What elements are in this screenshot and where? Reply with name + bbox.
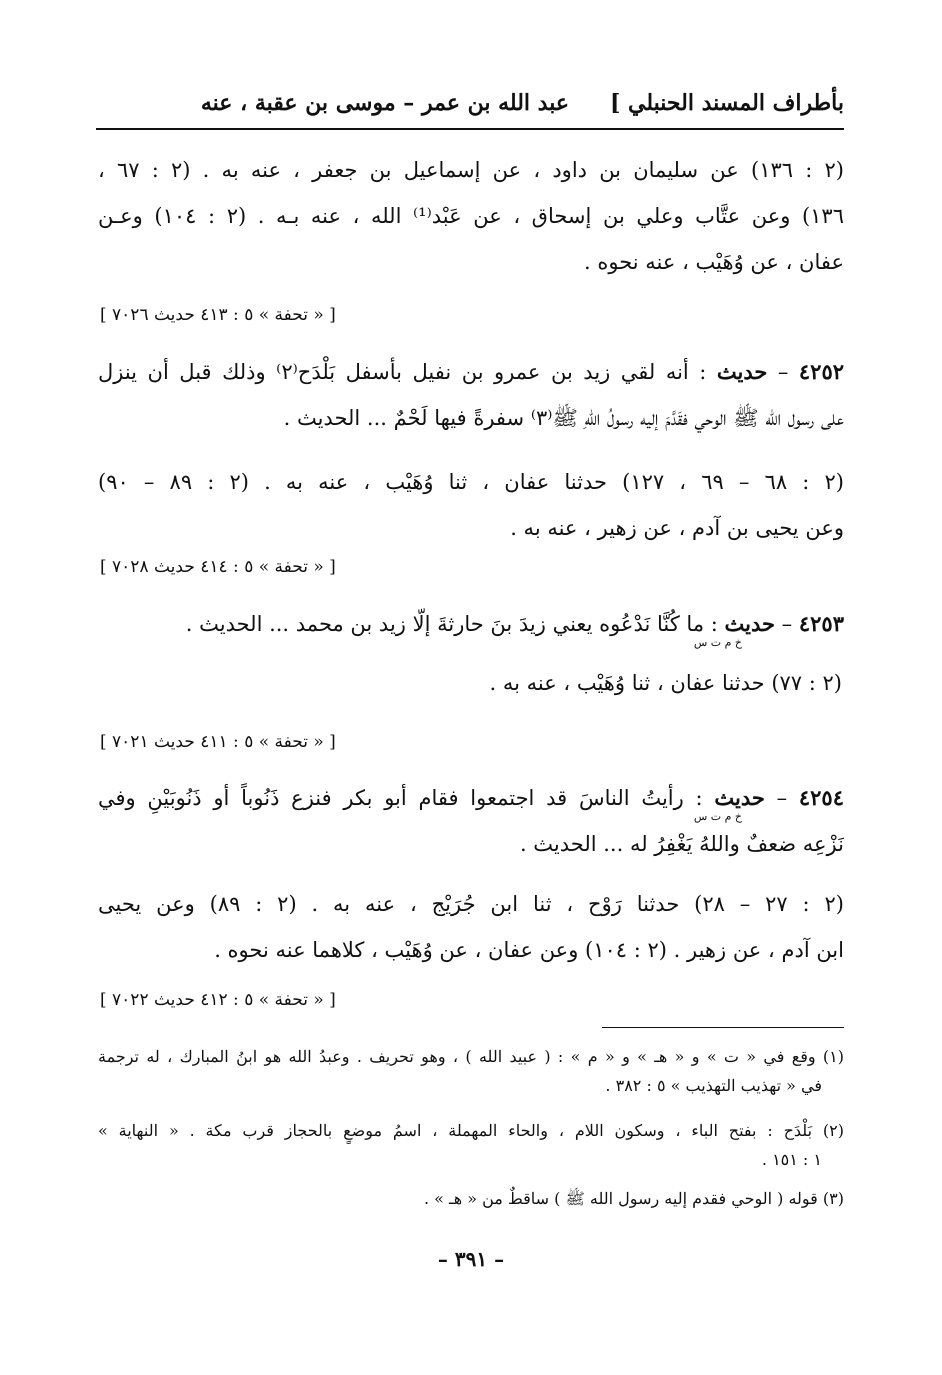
source-sigla: خ م ت س	[693, 810, 742, 823]
text-line: (٢ : ١٣٦) عن سليمان بن داود ، عن إسماعيل بن جعفر ، عنه به . (٢ : ٦٧ ،	[98, 158, 844, 182]
hadith-text: : أنه لقي زيد بن عمرو بن نفيل بأسفل بَلْدَح⁽٢⁾ وذلك قبل أن ينزل	[98, 360, 707, 384]
text-line: ابن آدم ، عن زهير . (٢ : ١٠٤) وعن عفان ، عن وُهَيْب ، كلاهما عنه نحوه .	[214, 938, 844, 962]
hadith-text: : رأيتُ الناسَ قد اجتمعوا فقام أبو بكر فنزع ذَنُوباً أو ذَنُوبَيْنِ وفي	[98, 786, 703, 810]
text-line: (٢ : ٧٧) حدثنا عفان ، ثنا وُهَيْب ، عنه به .	[489, 671, 842, 695]
hadith-label: حديث	[714, 785, 765, 810]
hadith-4252-line1: ٤٢٥٢ – حديث : أنه لقي زيد بن عمرو بن نفيل بأسفل بَلْدَح⁽٢⁾ وذلك قبل أن ينزل	[98, 359, 844, 384]
tuhfa-reference: [ « تحفة » ٥ : ٤١٣ حديث ٧٠٢٦ ]	[100, 305, 336, 325]
text-line: عفان ، عن وُهَيْب ، عنه نحوه .	[584, 250, 844, 274]
hadith-label: حديث	[716, 359, 768, 384]
footnote-3: (٣) قوله ( الوحي فقدم إليه رسول الله ﷺ ) ساقطٌ من « هـ » .	[423, 1189, 844, 1208]
footnote-separator	[602, 1027, 844, 1028]
hadith-4253-line1: ٤٢٥٣ – حديث : ما كُنَّا نَدْعُوه يعني زيدَ بنَ حارثةَ إلّا زيد بن محمد ... الحديث .	[185, 611, 844, 636]
footnote-1-cont: في « تهذيب التهذيب » ٥ : ٣٨٢ .	[605, 1076, 822, 1095]
footnote-1: (١) وقع في « ت » و « هـ » و « م » : ( عبيد الله ) ، وهو تحريف . وعبدُ الله هو ابنُ المبارك ، له ترجمة	[98, 1047, 844, 1066]
hadith-text: : ما كُنَّا نَدْعُوه يعني زيدَ بنَ حارثةَ إلّا زيد بن محمد ... الحديث .	[185, 612, 718, 636]
hadith-4254-line2: نَزْعِه ضعفٌ واللهُ يَغْفِرُ له ... الحديث .	[519, 832, 844, 856]
source-sigla: خ م ت س	[693, 636, 742, 649]
footnote-2-cont: ١ : ١٥١ .	[761, 1150, 822, 1169]
tuhfa-reference: [ « تحفة » ٥ : ٤١١ حديث ٧٠٢١ ]	[100, 732, 336, 752]
hadith-4254-line1: ٤٢٥٤ – حديث : رأيتُ الناسَ قد اجتمعوا فقام أبو بكر فنزع ذَنُوباً أو ذَنُوبَيْنِ وفي	[98, 785, 844, 810]
hadith-label: حديث	[724, 611, 775, 636]
footnote-2: (٢) بَلْدَح : بفتح الباء ، وسكون اللام ، والحاء المهملة ، اسمُ موضعٍ بالحجاز قرب مكة . « النهاية »	[98, 1121, 844, 1140]
text-line: (٢ : ٦٨ – ٦٩ ، ١٢٧) حدثنا عفان ، ثنا وُهَيْب ، عنه به . (٢ : ٨٩ – ٩٠)	[98, 470, 844, 494]
tuhfa-reference: [ « تحفة » ٥ : ٤١٢ حديث ٧٠٢٢ ]	[100, 990, 336, 1010]
text-line: وعن يحيى بن آدم ، عن زهير ، عنه به .	[510, 516, 844, 540]
header-section-title: عبد الله بن عمر – موسى بن عقبة ، عنه	[200, 90, 569, 116]
running-header	[96, 88, 844, 130]
hadith-4252-line2: على رسول الله ﷺ الوحي فقَدَّمَ إليه رسولُ اللهِ ﷺ⁽٣⁾ سفرةً فيها لَحْمٌ ... الحديث .	[283, 406, 844, 430]
page-number: – ٣٩١ –	[437, 1247, 505, 1271]
header-book-title: بأطراف المسند الحنبلي ]	[609, 90, 844, 116]
text-line: (٢ : ٢٧ – ٢٨) حدثنا رَوْح ، ثنا ابن جُرَيْج ، عنه به . (٢ : ٨٩) وعن يحيى	[98, 892, 844, 916]
hadith-number: ٤٢٥٣	[798, 611, 844, 636]
tuhfa-reference: [ « تحفة » ٥ : ٤١٤ حديث ٧٠٢٨ ]	[100, 557, 336, 577]
hadith-number: ٤٢٥٢	[798, 359, 844, 384]
hadith-number: ٤٢٥٤	[798, 785, 844, 810]
text-line: ١٣٦) وعن عتَّاب وعلي بن إسحاق ، عن عَبْد⁽¹⁾ الله ، عنه بـه . (٢ : ١٠٤) وعـن	[98, 204, 844, 228]
